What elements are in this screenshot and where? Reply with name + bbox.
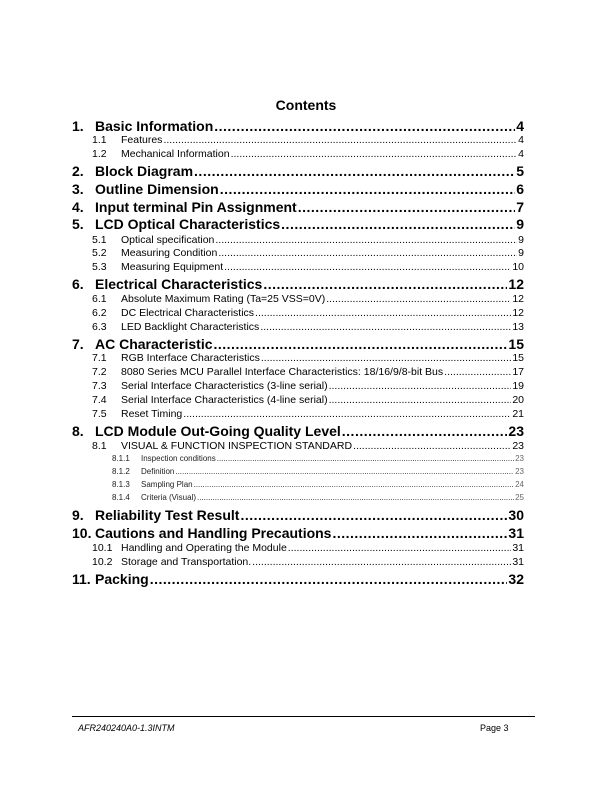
toc-entry-number: 3. xyxy=(72,181,84,197)
toc-entry-page: 31 xyxy=(512,542,524,554)
footer-divider xyxy=(72,716,535,717)
toc-entry-page: 12 xyxy=(512,307,524,319)
toc-entry-number: 7.1 xyxy=(92,352,107,364)
toc-dot-leader xyxy=(163,133,517,147)
toc-entry-title: Definition xyxy=(141,467,175,476)
footer-document-id: AFR240240A0-1.3INTM xyxy=(78,723,175,733)
toc-entry-page: 12 xyxy=(512,293,524,305)
toc-entry-title: Basic Information xyxy=(95,118,214,134)
toc-entry-number: 6.1 xyxy=(92,293,107,305)
toc-dot-leader xyxy=(260,320,511,334)
toc-entry[interactable] xyxy=(72,555,524,569)
toc-entry-number: 8.1.2 xyxy=(112,467,130,476)
toc-entry[interactable] xyxy=(72,276,524,293)
toc-entry[interactable] xyxy=(72,365,524,379)
toc-entry-title: RGB Interface Characteristics xyxy=(121,352,260,364)
toc-entry-number: 2. xyxy=(72,163,84,179)
toc-dot-leader xyxy=(326,292,511,306)
toc-entry[interactable] xyxy=(72,525,524,542)
toc-entry-title: Storage and Transportation. xyxy=(121,556,252,568)
toc-entry-number: 8. xyxy=(72,423,84,439)
toc-entry-page: 6 xyxy=(516,181,524,197)
toc-entry-number: 7. xyxy=(72,336,84,352)
toc-dot-leader xyxy=(444,365,511,379)
toc-entry-title: Electrical Characteristics xyxy=(95,276,263,292)
toc-entry-page: 13 xyxy=(512,321,524,333)
toc-entry[interactable] xyxy=(72,478,524,491)
toc-dot-leader xyxy=(175,465,514,478)
toc-entry-title: Packing xyxy=(95,571,149,587)
toc-entry[interactable] xyxy=(72,216,524,233)
toc-entry-page: 9 xyxy=(518,234,524,246)
toc-entry[interactable] xyxy=(72,351,524,365)
toc-entry-number: 11. xyxy=(72,571,91,587)
toc-dot-leader xyxy=(329,379,512,393)
toc-entry[interactable] xyxy=(72,465,524,478)
toc-entry-number: 8.1.3 xyxy=(112,480,130,489)
toc-entry[interactable] xyxy=(72,571,524,588)
toc-dot-leader xyxy=(252,555,511,569)
toc-entry-title: Handling and Operating the Module xyxy=(121,542,287,554)
toc-entry-number: 7.2 xyxy=(92,366,107,378)
toc-entry[interactable] xyxy=(72,147,524,161)
toc-entry-number: 8.1.4 xyxy=(112,493,130,502)
toc-entry[interactable] xyxy=(72,292,524,306)
toc-entry[interactable] xyxy=(72,320,524,334)
toc-dot-leader xyxy=(332,525,507,542)
toc-entry-title: DC Electrical Characteristics xyxy=(121,307,255,319)
toc-entry-number: 10.1 xyxy=(92,542,113,554)
toc-dot-leader xyxy=(197,491,514,504)
toc-entry-page: 30 xyxy=(508,507,524,523)
toc-entry-page: 10 xyxy=(512,261,524,273)
toc-entry[interactable] xyxy=(72,181,524,198)
toc-entry[interactable] xyxy=(72,439,524,453)
toc-entry-number: 5. xyxy=(72,216,84,232)
toc-entry-title: Serial Interface Characteristics (3-line serial) xyxy=(121,380,328,392)
toc-entry-number: 6.2 xyxy=(92,307,107,319)
toc-dot-leader xyxy=(255,306,511,320)
toc-entry-page: 31 xyxy=(508,525,524,541)
toc-entry-title: VISUAL & FUNCTION INSPECTION STANDARD xyxy=(121,440,353,452)
toc-entry-page: 4 xyxy=(518,148,524,160)
toc-dot-leader xyxy=(353,439,511,453)
toc-entry[interactable] xyxy=(72,233,524,247)
toc-entry-number: 7.3 xyxy=(92,380,107,392)
toc-dot-leader xyxy=(329,393,512,407)
toc-dot-leader xyxy=(194,478,515,491)
toc-entry-page: 23 xyxy=(512,440,524,452)
toc-entry-number: 7.5 xyxy=(92,408,107,420)
toc-entry-page: 9 xyxy=(518,247,524,259)
toc-entry-page: 20 xyxy=(512,394,524,406)
toc-entry-page: 5 xyxy=(516,163,524,179)
toc-entry-title: Cautions and Handling Precautions xyxy=(95,525,332,541)
toc-entry-title: LED Backlight Characteristics xyxy=(121,321,260,333)
toc-entry-title: Mechanical Information xyxy=(121,148,230,160)
toc-entry-number: 1. xyxy=(72,118,84,134)
toc-entry-title: Inspection conditions xyxy=(141,454,216,463)
toc-entry[interactable] xyxy=(72,379,524,393)
toc-dot-leader xyxy=(183,407,511,421)
toc-entry-title: Criteria (Visual) xyxy=(141,493,196,502)
toc-dot-leader xyxy=(288,541,512,555)
toc-entry-page: 32 xyxy=(508,571,524,587)
toc-entry-title: Serial Interface Characteristics (4-line serial) xyxy=(121,394,328,406)
toc-entry-title: Input terminal Pin Assignment xyxy=(95,199,297,215)
toc-entry[interactable] xyxy=(72,452,524,465)
toc-entry-page: 4 xyxy=(518,134,524,146)
toc-dot-leader xyxy=(281,216,515,233)
toc-dot-leader xyxy=(218,246,517,260)
toc-entry-page: 31 xyxy=(512,556,524,568)
toc-entry-number: 6. xyxy=(72,276,84,292)
toc-entry-page: 24 xyxy=(515,480,524,489)
toc-entry-number: 8.1.1 xyxy=(112,454,130,463)
toc-entry-page: 19 xyxy=(512,380,524,392)
toc-entry[interactable] xyxy=(72,306,524,320)
page-title: Contents xyxy=(275,97,337,113)
toc-dot-leader xyxy=(263,276,507,293)
toc-entry-number: 5.3 xyxy=(92,261,107,273)
toc-entry-number: 8.1 xyxy=(92,440,107,452)
toc-entry-title: Optical specification xyxy=(121,234,215,246)
toc-entry-title: AC Characteristic xyxy=(95,336,213,352)
toc-entry-title: 8080 Series MCU Parallel Interface Characteristics: 18/16/9/8-bit Bus xyxy=(121,366,444,378)
toc-dot-leader xyxy=(150,571,508,588)
toc-entry-page: 17 xyxy=(512,366,524,378)
toc-entry[interactable] xyxy=(72,541,524,555)
toc-entry-title: Features xyxy=(121,134,163,146)
toc-entry-title: Reliability Test Result xyxy=(95,507,240,523)
toc-entry-number: 5.1 xyxy=(92,234,107,246)
toc-entry-number: 10.2 xyxy=(92,556,113,568)
toc-entry-title: Sampling Plan xyxy=(141,480,193,489)
toc-entry-page: 23 xyxy=(508,423,524,439)
toc-entry[interactable] xyxy=(72,133,524,147)
toc-entry-number: 4. xyxy=(72,199,84,215)
toc-entry-page: 7 xyxy=(516,199,524,215)
toc-entry-number: 1.2 xyxy=(92,148,107,160)
toc-entry-title: Measuring Condition xyxy=(121,247,218,259)
toc-entry-title: Absolute Maximum Rating (Ta=25 VSS=0V) xyxy=(121,293,326,305)
footer-page-number: Page 3 xyxy=(480,723,509,733)
toc-entry-title: Outline Dimension xyxy=(95,181,219,197)
toc-entry[interactable] xyxy=(72,423,524,440)
toc-entry-number: 1.1 xyxy=(92,134,107,146)
toc-entry[interactable] xyxy=(72,507,524,524)
toc-entry-number: 5.2 xyxy=(92,247,107,259)
toc-dot-leader xyxy=(298,199,515,216)
toc-entry-number: 7.4 xyxy=(92,394,107,406)
toc-entry-page: 15 xyxy=(512,352,524,364)
toc-entry[interactable] xyxy=(72,246,524,260)
toc-entry-page: 25 xyxy=(515,493,524,502)
toc-dot-leader xyxy=(194,163,515,180)
toc-dot-leader xyxy=(224,260,511,274)
toc-entry-title: LCD Optical Characteristics xyxy=(95,216,281,232)
toc-entry-page: 15 xyxy=(508,336,524,352)
toc-dot-leader xyxy=(261,351,511,365)
toc-dot-leader xyxy=(220,181,516,198)
toc-dot-leader xyxy=(240,507,507,524)
toc-entry[interactable] xyxy=(72,407,524,421)
toc-dot-leader xyxy=(217,452,514,465)
toc-entry-page: 12 xyxy=(508,276,524,292)
toc-entry-number: 10. xyxy=(72,525,92,541)
toc-dot-leader xyxy=(231,147,518,161)
toc-dot-leader xyxy=(215,233,517,247)
toc-entry-page: 21 xyxy=(512,408,524,420)
toc-entry-number: 9. xyxy=(72,507,84,523)
toc-dot-leader xyxy=(342,423,508,440)
toc-entry[interactable] xyxy=(72,491,524,504)
toc-entry[interactable] xyxy=(72,199,524,216)
toc-entry[interactable] xyxy=(72,163,524,180)
toc-entry[interactable] xyxy=(72,393,524,407)
toc-entry-number: 6.3 xyxy=(92,321,107,333)
toc-entry-title: Block Diagram xyxy=(95,163,194,179)
toc-entry-title: LCD Module Out-Going Quality Level xyxy=(95,423,341,439)
toc-entry-title: Measuring Equipment xyxy=(121,261,224,273)
toc-entry-page: 9 xyxy=(516,216,524,232)
toc-entry-title: Reset Timing xyxy=(121,408,183,420)
toc-entry-page: 23 xyxy=(515,454,524,463)
toc-entry-page: 23 xyxy=(515,467,524,476)
toc-entry[interactable] xyxy=(72,260,524,274)
toc-entry-page: 4 xyxy=(516,118,524,134)
